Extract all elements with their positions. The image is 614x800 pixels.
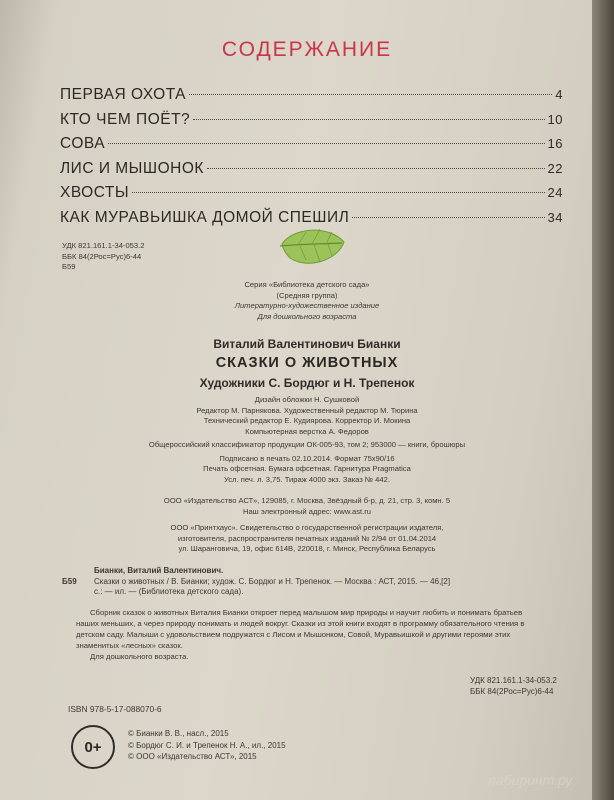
catalog-author: Бианки, Виталий Валентинович. <box>94 566 224 575</box>
printer-line: изготовителя, распространителя печатных изданий № 2/94 от 01.04.2014 <box>177 533 437 543</box>
toc-item-title: КТО ЧЕМ ПОЁТ? <box>60 110 191 128</box>
bottom-udk: УДК 821.161.1-34-053.2 <box>470 676 557 685</box>
publisher-block <box>0 496 614 517</box>
toc-item-title: СОВА <box>60 135 106 152</box>
series-block <box>0 280 614 322</box>
printer-block <box>0 523 614 555</box>
table-of-contents <box>60 86 563 233</box>
toc-item[interactable] <box>60 86 563 111</box>
age-note: Для дошкольного возраста <box>257 311 357 321</box>
toc-leader-dots <box>207 168 545 169</box>
credit-line: Редактор М. Парнякова. Художественный редактор М. Тюрина <box>196 405 418 415</box>
credits-block <box>0 395 614 437</box>
printer-line: ул. Шаранговича, 19, офис 614В, 220018, г. Минск, Республика Беларусь <box>178 544 436 554</box>
description-paragraph: Сборник сказок о животных Виталия Бианки откроет перед малышом мир природы и научит любить и понимать братьев наших меньших, а через природу понимать и людей вокруг. Сказки из этой книги входят в программу обязательного чтения в детском саду. Малыши с удовольствием подружатся с Лисом и Мышонком, Совой, Муравьишкой и другими героями этих знаменитых «лесных» сказок. <box>76 608 525 650</box>
copyright-line: © ООО «Издательство АСТ», 2015 <box>128 752 257 761</box>
credit-line: Технический редактор Е. Кудиярова. Корректор И. Мокина <box>203 416 411 426</box>
edition-type: Литературно-художественное издание <box>234 301 380 311</box>
toc-item-page: 16 <box>547 136 563 151</box>
bottom-codes <box>470 676 557 697</box>
imprint-line: Общероссийский классификатор продукции ОК-005-93, том 2; 953000 — книги, брошюры <box>148 440 466 449</box>
catalog-line-2: с.: — ил. — (Библиотека детского сада). <box>94 587 244 597</box>
toc-item[interactable] <box>60 160 563 185</box>
toc-leader-dots <box>352 217 544 218</box>
illustrators: Художники С. Бордюг и Н. Трепенок <box>199 376 415 390</box>
series-group: (Средняя группа) <box>276 290 338 300</box>
isbn: ISBN 978-5-17-088070-6 <box>68 704 162 714</box>
udk-code: УДК 821.161.1-34-053.2 <box>62 241 145 250</box>
printer-line: ООО «Принтхаус». Свидетельство о государственной регистрации издателя, <box>170 523 444 532</box>
bottom-bbk: ББК 84(2Рос=Рус)6-44 <box>470 686 554 696</box>
copyright-block <box>128 728 286 763</box>
toc-item-title: КАК МУРАВЬИШКА ДОМОЙ СПЕШИЛ <box>60 208 350 226</box>
publisher-website: Наш электронный адрес: www.ast.ru <box>242 506 372 516</box>
catalog-line: Сказки о животных / В. Бианки; худож. С. Бордюг и Н. Трепенок. — Москва : АСТ, 2015. — 46,[2] <box>94 576 451 586</box>
credit-line: Компьютерная верстка А. Федоров <box>245 426 369 436</box>
imprint-line: Печать офсетная. Бумага офсетная. Гарнитура Pragmatica <box>203 464 411 474</box>
age-rating-badge: 0+ <box>71 725 115 769</box>
toc-item[interactable] <box>60 111 563 136</box>
book-description <box>76 608 536 663</box>
copyright-line: © Бианки В. В., насл., 2015 <box>128 729 229 738</box>
publisher-address: ООО «Издательство АСТ», 129085, г. Москва, Звёздный б-р, д. 21, стр. 3, комн. 5 <box>163 496 451 505</box>
imprint-block <box>0 440 614 485</box>
classification-codes <box>62 241 144 273</box>
toc-item-title: ПЕРВАЯ ОХОТА <box>60 86 187 103</box>
toc-leader-dots <box>193 119 544 120</box>
imprint-line: Подписано в печать 02.10.2014. Формат 75х90/16 <box>219 453 395 463</box>
toc-item-page: 34 <box>547 209 563 225</box>
author-name: Виталий Валентинович Бианки <box>213 337 401 351</box>
toc-item-page: 10 <box>547 111 563 127</box>
imprint-line: Усл. печ. л. 3,75. Тираж 4000 экз. Заказ № 442. <box>224 474 390 484</box>
toc-leader-dots <box>189 94 552 95</box>
author-code: Б59 <box>62 262 76 272</box>
catalog-card <box>62 566 450 598</box>
book-title: СКАЗКИ О ЖИВОТНЫХ <box>215 355 399 371</box>
bbk-code: ББК 84(2Рос=Рус)6-44 <box>62 251 142 261</box>
toc-title: СОДЕРЖАНИЕ <box>221 38 393 61</box>
toc-item-title: ЛИС И МЫШОНОК <box>60 159 204 177</box>
toc-item-page: 4 <box>555 87 563 102</box>
toc-item-page: 22 <box>547 160 563 176</box>
toc-item[interactable] <box>60 135 563 160</box>
series-name: Серия «Библиотека детского сада» <box>244 280 370 289</box>
catalog-code: Б59 <box>62 576 77 586</box>
toc-item-title: ХВОСТЫ <box>60 184 130 201</box>
toc-leader-dots <box>108 143 544 144</box>
watermark-logo: лабиринт.ру <box>488 772 573 788</box>
leaf-icon <box>278 224 348 272</box>
toc-item-page: 24 <box>547 185 563 200</box>
toc-leader-dots <box>132 192 544 193</box>
toc-item[interactable] <box>60 184 563 209</box>
copyright-line: © Бордюг С. И. и Трепенок Н. А., ил., 2015 <box>128 740 286 750</box>
credit-line: Дизайн обложки Н. Сушковой <box>254 395 360 404</box>
description-age: Для дошкольного возраста. <box>90 651 189 661</box>
